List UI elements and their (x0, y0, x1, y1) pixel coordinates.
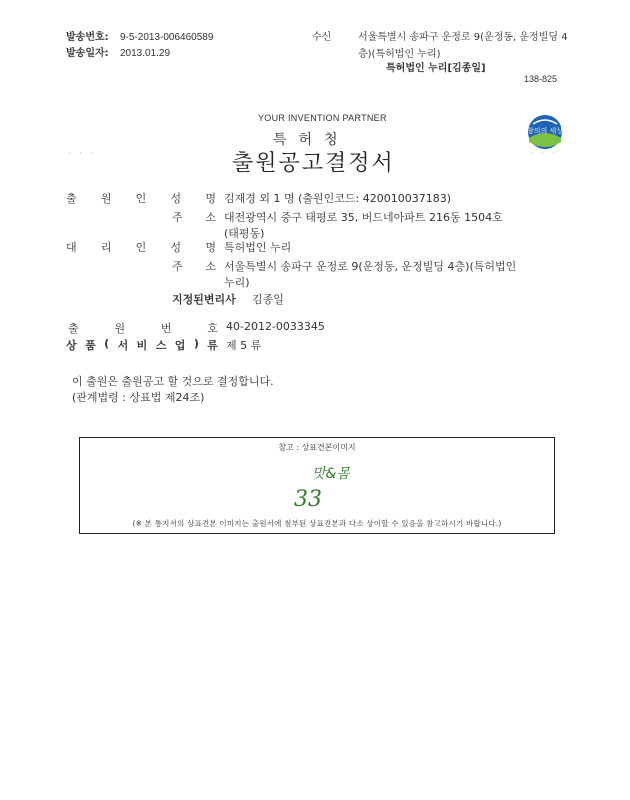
applicant-address-line1: 대전광역시 중구 태평로 35, 버드네아파트 216동 1504호 (224, 211, 503, 224)
decision-line2: (관계법령 : 상표법 제24조) (72, 391, 205, 404)
attorney-name: 김종일 (252, 293, 284, 306)
kipo-logo-icon (525, 112, 565, 152)
partner-slogan: YOUR INVENTION PARTNER (258, 113, 387, 123)
applicant-name: 김재경 외 1 명 (출원인코드: 420010037183) (224, 192, 452, 205)
trademark-reference-box (79, 437, 555, 534)
recipient-address: 서울특별시 송파구 운정로 9(운정동, 운정빌딩 4층)(특허법인 누리) (358, 32, 568, 60)
document-title: 출원공고결정서 (232, 151, 395, 176)
agent-name: 특허법인 누리 (224, 241, 292, 254)
agent-address-line1: 서울특별시 송파구 운정로 9(운정동, 운정빌딩 4층)(특허법인 (224, 260, 517, 273)
send-date-label: 발송일자: (66, 48, 109, 59)
divider-dots: · · · (530, 149, 558, 158)
trademark-specimen-image (290, 458, 350, 512)
application-number-label: 출 원 번 호 (68, 322, 218, 335)
decision-line1: 이 출원은 출원공고 할 것으로 결정합니다. (72, 375, 274, 388)
reference-title: 참고 : 상표견본이미지 (278, 443, 356, 452)
logo-text: 창의의 세상 (526, 127, 564, 135)
mark-top-text: 맛&몸 (312, 466, 350, 482)
product-class-label: 상 품 ( 서 비 스 업 ) 류 (66, 337, 218, 352)
agent-address-label: 주 소 (172, 260, 216, 273)
divider-dots: · · · (68, 149, 96, 158)
product-class-value: 제 5 류 (226, 339, 262, 352)
agent-address-line2: 누리) (224, 276, 250, 289)
recipient-name: 특허법인 누리[김종일] (386, 63, 486, 74)
applicant-address-line2: (태평동) (224, 227, 265, 240)
mark-bottom-text: 33 (294, 487, 322, 512)
send-info (66, 30, 213, 62)
applicant-name-label: 출 원 인 성 명 (66, 192, 216, 205)
attorney-label: 지정된변리사 (172, 293, 236, 306)
decision-text (72, 374, 274, 406)
agency-name: 특허청 (273, 132, 350, 148)
recipient-label: 수신 (312, 32, 332, 43)
send-no: 9-5-2013-006460589 (120, 32, 214, 43)
doc-number: 138-825 (524, 74, 558, 84)
send-no-label: 발송번호: (66, 32, 109, 43)
agent-name-label: 대 리 인 성 명 (66, 241, 216, 254)
applicant-address-label: 주 소 (172, 211, 216, 224)
application-number: 40-2012-0033345 (226, 320, 325, 333)
send-date: 2013.01.29 (120, 48, 171, 59)
reference-notice: (※ 본 통지서의 상표견본 이미지는 출원서에 첨부된 상표견본과 다소 상이할 수 있음을 참고하시기 바랍니다.) (132, 519, 502, 528)
